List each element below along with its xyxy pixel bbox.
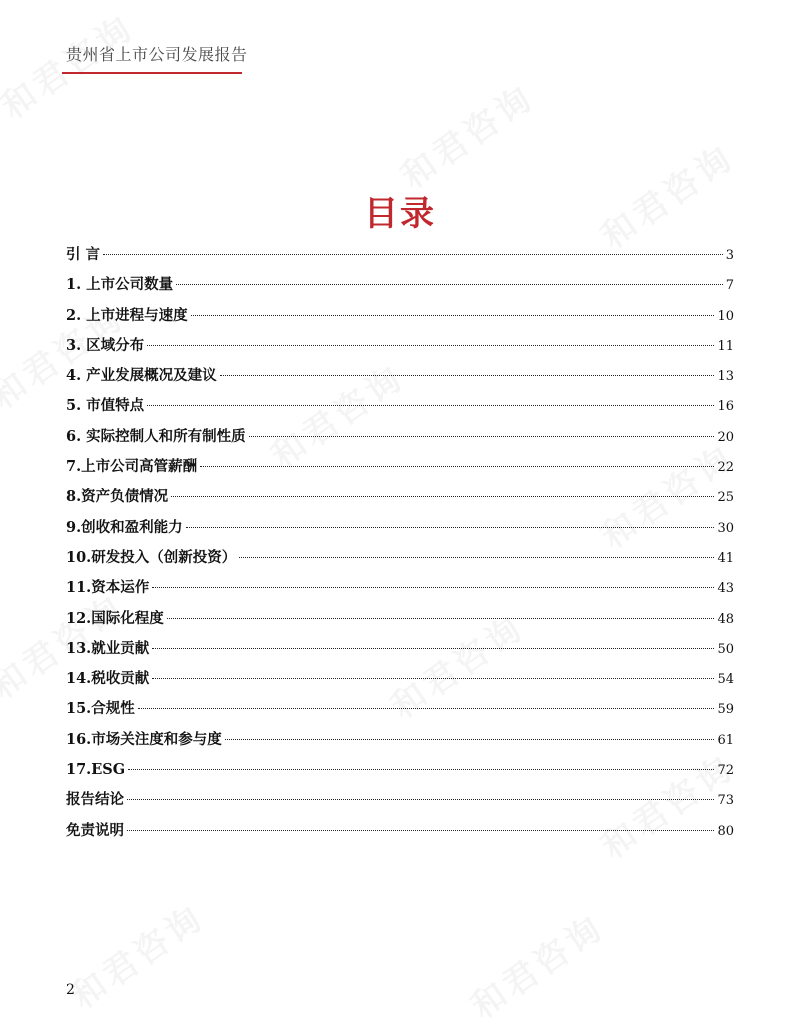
toc-leader-dots — [249, 436, 715, 437]
toc-leader-dots — [152, 648, 714, 649]
toc-entry-page: 41 — [717, 550, 734, 566]
toc-entry-label: 16.市场关注度和参与度 — [66, 730, 222, 748]
toc-entry[interactable] — [66, 543, 734, 573]
toc-entry[interactable] — [66, 482, 734, 512]
watermark — [60, 891, 213, 1018]
toc-entry[interactable] — [66, 664, 734, 694]
toc-leader-dots — [127, 830, 714, 831]
toc-leader-dots — [176, 284, 723, 285]
running-header: 贵州省上市公司发展报告 — [66, 45, 248, 64]
toc-leader-dots — [128, 769, 714, 770]
watermark — [460, 901, 613, 1028]
toc-entry-label: 17.ESG — [66, 761, 126, 779]
header-rule — [62, 72, 242, 74]
toc-entry[interactable] — [66, 694, 734, 724]
toc-leader-dots — [138, 708, 715, 709]
toc-entry-label: 3. 区域分布 — [66, 336, 145, 354]
toc-leader-dots — [147, 405, 714, 406]
toc-entry-page: 13 — [717, 369, 734, 385]
toc-leader-dots — [147, 345, 714, 346]
toc-entry-label: 12.国际化程度 — [66, 609, 164, 627]
toc-entry-page: 3 — [725, 248, 734, 263]
toc-entry-page: 16 — [717, 399, 734, 415]
toc-leader-dots — [191, 315, 715, 316]
toc-entry-page: 50 — [717, 641, 734, 657]
toc-entry-label: 引 言 — [66, 246, 101, 263]
toc-entry-label: 报告结论 — [66, 791, 124, 809]
toc-leader-dots — [239, 557, 714, 558]
toc-entry[interactable] — [66, 634, 734, 664]
toc-entry-label: 免责说明 — [66, 821, 124, 839]
toc-entry-label: 9.创收和盈利能力 — [66, 518, 183, 536]
toc-entry-label: 7.上市公司高管薪酬 — [66, 458, 198, 476]
page-number: 2 — [66, 982, 75, 998]
toc-entry-page: 59 — [717, 702, 734, 718]
toc-entry[interactable] — [66, 361, 734, 391]
toc-entry-label: 2. 上市进程与速度 — [66, 306, 188, 324]
toc-entry-label: 13.就业贡献 — [66, 639, 150, 657]
toc-leader-dots — [225, 739, 715, 740]
toc-entry-page: 7 — [725, 278, 734, 294]
toc-entry-page: 25 — [717, 490, 734, 506]
page-title: 目录 — [364, 194, 436, 234]
toc-leader-dots — [127, 799, 714, 800]
watermark — [390, 71, 543, 198]
toc-leader-dots — [152, 587, 714, 588]
toc-entry[interactable] — [66, 785, 734, 815]
toc-entry[interactable] — [66, 452, 734, 482]
toc-entry-page: 48 — [717, 611, 734, 627]
table-of-contents — [66, 240, 734, 846]
toc-leader-dots — [167, 618, 715, 619]
toc-entry[interactable] — [66, 391, 734, 421]
toc-entry-label: 10.研发投入（创新投资） — [66, 548, 237, 566]
toc-entry-label: 1. 上市公司数量 — [66, 276, 174, 294]
toc-entry-page: 73 — [717, 793, 734, 809]
toc-leader-dots — [103, 254, 723, 255]
toc-entry-label: 5. 市值特点 — [66, 397, 145, 415]
toc-entry-page: 43 — [717, 581, 734, 597]
toc-leader-dots — [152, 678, 714, 679]
toc-entry-label: 8.资产负债情况 — [66, 488, 169, 506]
toc-entry-page: 61 — [717, 732, 734, 748]
toc-entry[interactable] — [66, 755, 734, 785]
toc-entry-page: 10 — [717, 308, 734, 324]
toc-entry-page: 20 — [717, 429, 734, 445]
toc-entry[interactable] — [66, 240, 734, 270]
toc-entry-label: 6. 实际控制人和所有制性质 — [66, 427, 246, 445]
toc-entry[interactable] — [66, 513, 734, 543]
toc-entry[interactable] — [66, 573, 734, 603]
toc-entry-label: 11.资本运作 — [66, 579, 150, 597]
toc-entry-page: 54 — [717, 672, 734, 688]
toc-entry[interactable] — [66, 331, 734, 361]
toc-entry[interactable] — [66, 270, 734, 300]
toc-entry-page: 80 — [717, 823, 734, 839]
toc-entry[interactable] — [66, 422, 734, 452]
toc-entry-page: 72 — [717, 763, 734, 779]
toc-entry-page: 11 — [717, 338, 734, 354]
toc-entry-label: 4. 产业发展概况及建议 — [66, 367, 217, 385]
toc-entry-page: 22 — [717, 460, 734, 476]
toc-leader-dots — [171, 496, 714, 497]
toc-leader-dots — [220, 375, 715, 376]
toc-entry-page: 30 — [717, 520, 734, 536]
toc-entry[interactable] — [66, 816, 734, 846]
toc-entry[interactable] — [66, 604, 734, 634]
toc-leader-dots — [186, 527, 715, 528]
toc-entry[interactable] — [66, 725, 734, 755]
toc-entry[interactable] — [66, 301, 734, 331]
toc-leader-dots — [200, 466, 714, 467]
toc-entry-label: 15.合规性 — [66, 700, 135, 718]
toc-entry-label: 14.税收贡献 — [66, 670, 150, 688]
